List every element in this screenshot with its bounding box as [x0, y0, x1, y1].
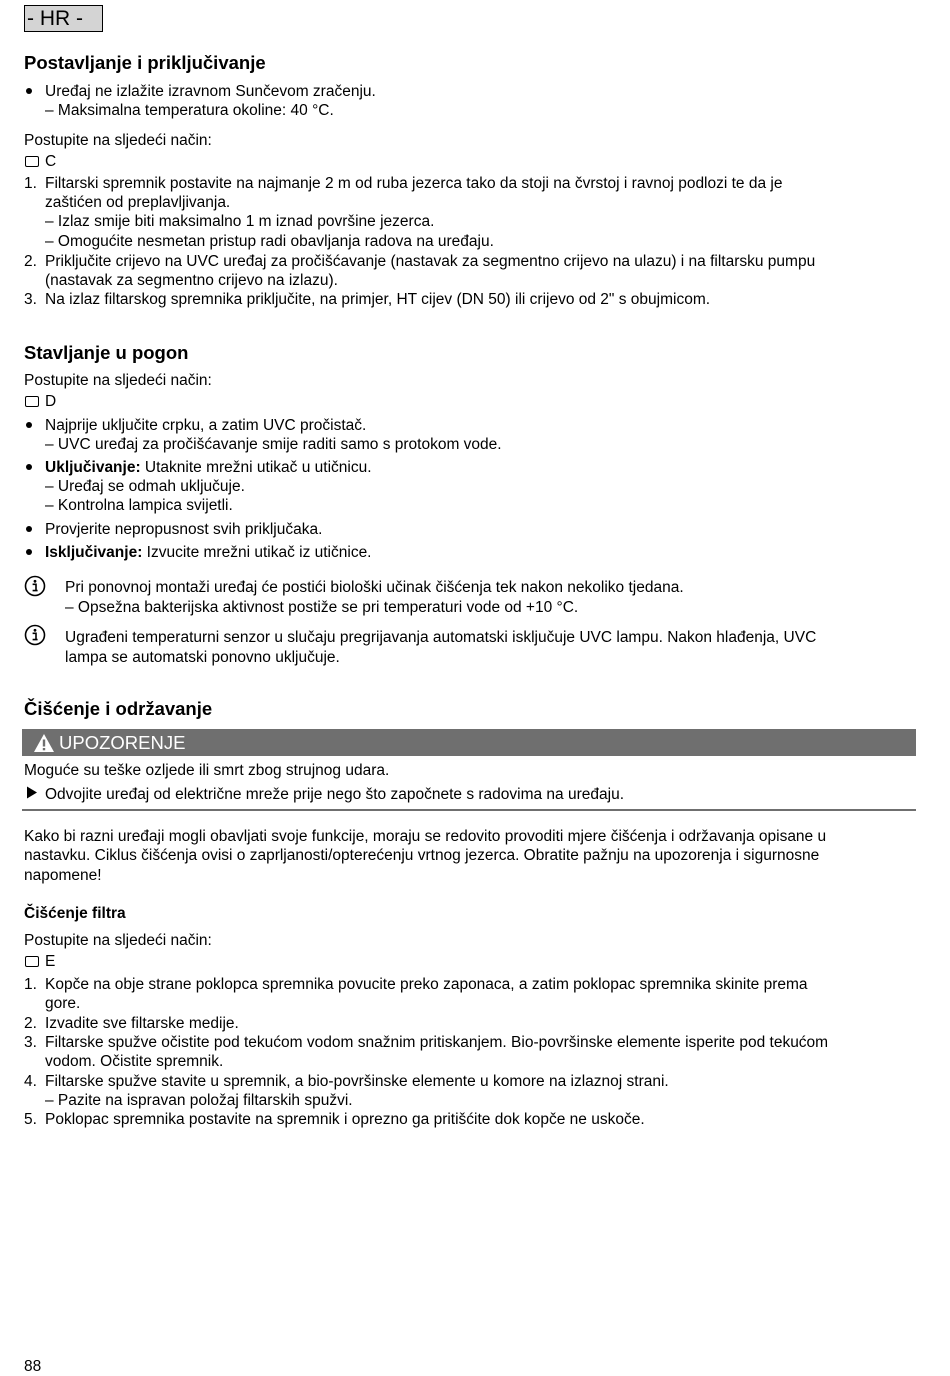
step-text: Filtarske spužve očistite pod tekućom vodom snažnim pritiskanjem. Bio-površinske elemente isperite pod tekućom [45, 1034, 829, 1051]
bullet-dot [26, 464, 32, 470]
section-title-cleaning: Čišćenje i održavanje [24, 698, 213, 719]
step-number: 4. [24, 1073, 37, 1090]
step-text: Filtarski spremnik postavite na najmanje 2 m od ruba jezerca tako da stoji na čvrstoj i ravnoj podlozi te da je [45, 175, 783, 192]
bullet-dot [26, 422, 32, 428]
bullet-text: Uređaj ne izlažite izravnom Sunčevom zračenju. [45, 83, 376, 100]
language-tab: - HR - [24, 5, 103, 32]
sub-item: – Uređaj se odmah uključuje. [45, 478, 245, 495]
info-sub: – Opsežna bakterijska aktivnost postiže se pri temperaturi vode od +10 °C. [65, 599, 579, 616]
figure-letter: C [45, 153, 57, 170]
step-number: 2. [24, 1015, 37, 1032]
step-number: 1. [24, 976, 37, 993]
warning-text: Moguće su teške ozljede ili smrt zbog strujnog udara. [24, 762, 390, 779]
warning-divider [22, 809, 916, 811]
bullet-dot [26, 88, 32, 94]
figure-ref [25, 952, 55, 971]
paragraph-text: Kako bi razni uređaji mogli obavljati svoje funkcije, moraju se redovito provoditi mjere čišćenja i održavanja opisane u [24, 828, 827, 845]
bullet-dot [26, 549, 32, 555]
step-number: 3. [24, 1034, 37, 1051]
subsection-title-filter: Čišćenje filtra [24, 905, 126, 922]
info-text: lampa se automatski ponovno uključuje. [65, 649, 340, 666]
step-number: 3. [24, 291, 37, 308]
sub-item: – Omogućite nesmetan pristup radi obavljanja radova na uređaju. [45, 233, 494, 250]
step-text: Kopče na obje strane poklopca spremnika povucite preko zaponaca, a zatim poklopac spremnika skinite prema [45, 976, 808, 993]
bullet-dot [26, 526, 32, 532]
step-text: Filtarske spužve stavite u spremnik, a bio-površinske elemente u komore na izlaznoj strani. [45, 1073, 669, 1090]
bold-label: Isključivanje: [45, 544, 143, 561]
bullet-text [45, 543, 372, 562]
bullet-text [45, 458, 372, 477]
step-text: Poklopac spremnika postavite na spremnik i oprezno ga pritišćite dok kopče ne uskoče. [45, 1111, 645, 1128]
figure-letter: E [45, 953, 56, 970]
sub-item: – Izlaz smije biti maksimalno 1 m iznad površine jezerca. [45, 213, 435, 230]
bullet-rest: Utaknite mrežni utikač u utičnicu. [140, 459, 372, 476]
step-text: Na izlaz filtarskog spremnika priključite, na primjer, HT cijev (DN 50) ili crijevo od 2" s obujmicom. [45, 291, 711, 308]
section-title-installation: Postavljanje i priključivanje [24, 52, 266, 73]
paragraph-text: napomene! [24, 867, 102, 884]
figure-box-icon [25, 956, 39, 967]
info-text: Pri ponovnoj montaži uređaj će postići biološki učinak čišćenja tek nakon nekoliko tjedana. [65, 579, 684, 596]
proceed-text: Postupite na sljedeći način: [24, 932, 212, 949]
sub-item: – Kontrolna lampica svijetli. [45, 497, 233, 514]
step-text: zaštićen od preplavljivanja. [45, 194, 231, 211]
section-title-commissioning: Stavljanje u pogon [24, 342, 189, 363]
info-icon [24, 575, 46, 597]
step-text: (nastavak za segmentno crijevo na izlazu). [45, 272, 338, 289]
step-number: 5. [24, 1111, 37, 1128]
proceed-text: Postupite na sljedeći način: [24, 132, 212, 149]
page-number: 88 [24, 1358, 42, 1375]
step-text: Izvadite sve filtarske medije. [45, 1015, 239, 1032]
warning-action: Odvojite uređaj od električne mreže prije nego što započnete s radovima na uređaju. [45, 786, 624, 803]
sub-item: – Pazite na ispravan položaj filtarskih spužvi. [45, 1092, 353, 1109]
bullet-rest: Izvucite mrežni utikač iz utičnice. [142, 544, 372, 561]
figure-box-icon [25, 156, 39, 167]
warning-icon [33, 733, 55, 753]
step-number: 1. [24, 175, 37, 192]
bold-label: Uključivanje: [45, 459, 141, 476]
paragraph-text: nastavku. Ciklus čišćenja ovisi o zaprljanosti/opterećenju vrtnog jezerca. Obratite pažnju na upozorenja i sigurnosne [24, 847, 820, 864]
warning-banner [22, 729, 916, 756]
info-text: Ugrađeni temperaturni senzor u slučaju pregrijavanja automatski isključuje UVC lampu. Nakon hlađenja, UVC [65, 629, 817, 646]
arrow-right-icon [26, 786, 38, 799]
info-icon [24, 624, 46, 646]
figure-ref [25, 392, 56, 411]
warning-label: UPOZORENJE [59, 732, 186, 753]
bullet-text: Provjerite nepropusnost svih priključaka. [45, 521, 323, 538]
sub-item: – Maksimalna temperatura okoline: 40 °C. [45, 102, 334, 119]
step-text: Priključite crijevo na UVC uređaj za pročišćavanje (nastavak za segmentno crijevo na ulazu) i na filtarsku pumpu [45, 253, 816, 270]
figure-ref [25, 152, 56, 171]
proceed-text: Postupite na sljedeći način: [24, 372, 212, 389]
bullet-text: Najprije uključite crpku, a zatim UVC pročistač. [45, 417, 367, 434]
figure-box-icon [25, 396, 39, 407]
step-text: gore. [45, 995, 81, 1012]
step-number: 2. [24, 253, 37, 270]
step-text: vodom. Očistite spremnik. [45, 1053, 224, 1070]
sub-item: – UVC uređaj za pročišćavanje smije raditi samo s protokom vode. [45, 436, 502, 453]
figure-letter: D [45, 393, 57, 410]
